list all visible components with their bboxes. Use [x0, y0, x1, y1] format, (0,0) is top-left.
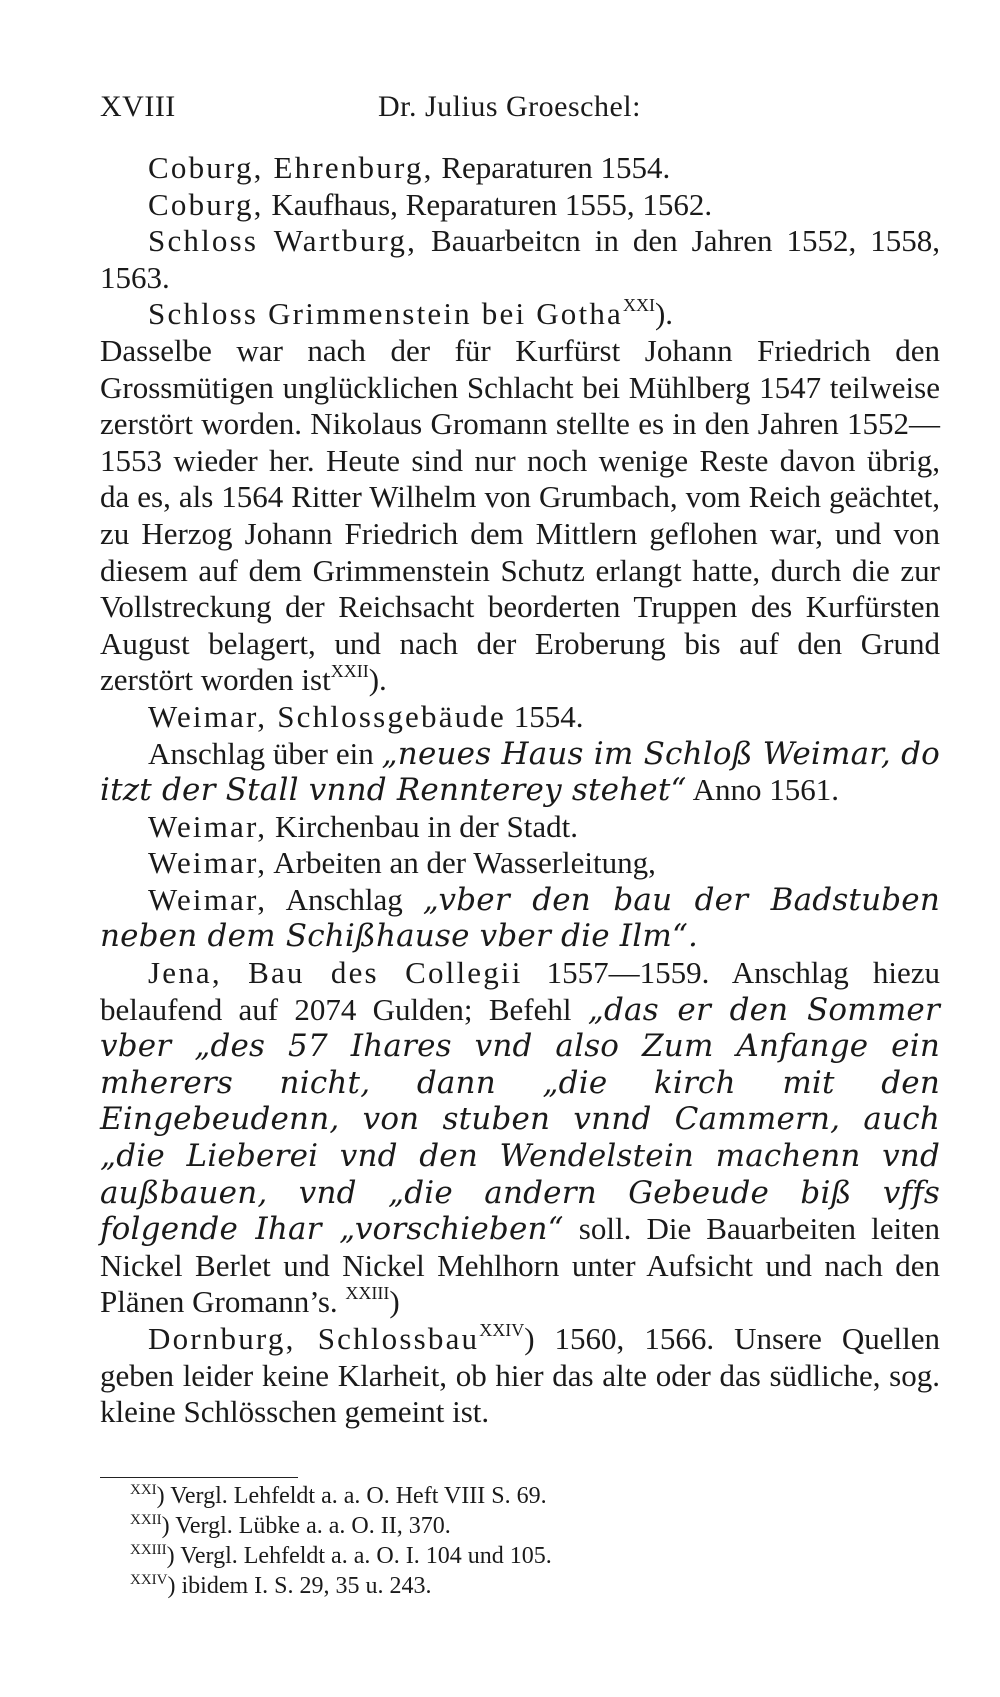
footnote-rule — [100, 1477, 298, 1478]
entry-text: ) 1560, 1566. Unsere Quellen geben leider keine Klarheit, ob hier das alte oder das südliche, sog. kleine Schlösschen gemeint ist. — [100, 1321, 940, 1430]
place-name: Weimar, — [148, 845, 268, 881]
place-name: Coburg, — [148, 186, 264, 222]
footnote-xxii — [100, 1511, 860, 1541]
entry-wartburg — [100, 223, 940, 296]
footnote-ref: XXII — [330, 661, 369, 682]
entry-jena-collegii — [100, 955, 940, 1321]
entry-weimar-schloss — [100, 699, 940, 736]
footnote-ref: XXIV — [479, 1320, 525, 1340]
entry-text-end: soll. Die Bauarbeiten leiten Nickel Berlet und Nickel Mehlhorn unter Aufsicht und nach den Plänen Gromann’s. — [100, 1211, 941, 1320]
fraktur-quote: „neues Haus im Schloß Weimar, do itzt der Stall vnnd Rennterey stehet“ — [100, 735, 940, 809]
place-name: Weimar, — [148, 808, 268, 844]
place-name: Jena, Bau des Collegii — [148, 955, 523, 991]
paragraph-grimmenstein-history — [100, 333, 940, 699]
entry-text: 1557—1559. Anschlag hiezu belaufend auf 2074 Gulden; Befehl — [100, 955, 940, 1027]
entry-weimar-wasserleitung — [100, 845, 940, 882]
entry-dornburg — [100, 1321, 940, 1431]
entry-text: Arbeiten an der Wasserleitung, — [267, 845, 656, 881]
footnote-ref: XXIII — [345, 1283, 390, 1304]
entry-weimar-kirchenbau — [100, 809, 940, 846]
page-number: XVIII — [100, 90, 176, 123]
entry-text: Bauarbeitcn in den Jahren 1552, 1558, 1563. — [100, 223, 940, 295]
footnote-text: ) ibidem I. S. 29, 35 u. 243. — [167, 1573, 432, 1599]
entry-text-end: Anno 1561. — [686, 772, 839, 808]
footnote-xxi — [100, 1481, 860, 1511]
fraktur-quote: „vber den bau der Badstuben neben dem Schißhause vber die Ilm“. — [100, 881, 941, 955]
paragraph-text: Dasselbe war nach der für Kurfürst Johann Friedrich den Grossmütigen unglücklichen Schlacht bei Mühlberg 1547 teilweise zerstört worden. Nikolaus Gromann stellte es in den Jahren 1552—1553 wieder her. Heute sind nur noch wenige Reste davon übrig, da es, als 1564 Ritter Wilhelm von Grumbach, vom Reich geächtet, zu Herzog Johann Friedrich dem Mittlern geflohen war, und von diesem auf dem Grimmenstein Schutz erlangt hatte, durch die zur Vollstreckung der Reichsacht beorderten Truppen des Kurfürsten August belagert, und nach der Eroberung bis auf den Grund zerstört worden ist — [100, 332, 940, 698]
footnotes — [100, 1481, 860, 1601]
footnote-text: ) Vergl. Lehfeldt a. a. O. Heft VIII S. 69. — [156, 1483, 547, 1509]
footnote-xxiii — [100, 1541, 860, 1571]
running-title: Dr. Julius Groeschel: — [378, 90, 641, 123]
place-name: Schloss Grimmenstein bei Gotha — [148, 296, 623, 332]
entry-text: 1554. — [506, 698, 584, 734]
entry-weimar-badstuben — [100, 882, 940, 955]
entry-coburg-kaufhaus — [100, 187, 940, 224]
main-text — [100, 150, 940, 1431]
place-name: Schloss Wartburg, — [148, 223, 418, 259]
entry-text: ). — [654, 296, 674, 332]
entry-close: ) — [389, 1284, 400, 1320]
entry-text: Anschlag über ein — [148, 735, 382, 771]
entry-text: Anschlag — [267, 881, 423, 917]
place-name: Weimar, — [148, 881, 268, 917]
footnote-ref: XXI — [622, 295, 655, 316]
footnote-marker: XXIII — [130, 1542, 167, 1558]
footnote-marker: XXIV — [130, 1572, 168, 1588]
entry-text: Kirchenbau in der Stadt. — [267, 808, 579, 844]
place-name: Weimar, Schlossgebäude — [148, 698, 507, 734]
footnote-text: ) Vergl. Lübke a. a. O. II, 370. — [161, 1513, 451, 1539]
entry-coburg-ehrenburg — [100, 150, 940, 187]
place-name: Dornburg, Schlossbau — [148, 1321, 480, 1356]
fraktur-quote: „das er den Sommer vber „des 57 Ihares vnd also Zum Anfange ein mherers nicht, dann „die kirch mit den Eingebeudenn, von stuben vnnd Cammern, auch „die Lieberei vnd den Wendelstein machenn vnd außbauen, vnd „die andern Gebeude biß vffs folgende Ihar „vorschieben“ — [100, 991, 940, 1248]
place-name: Coburg, Ehrenburg, — [148, 150, 434, 185]
entry-text: Reparaturen 1554. — [433, 150, 671, 185]
paragraph-text-end: ). — [368, 662, 387, 698]
entry-grimmenstein — [100, 296, 940, 333]
footnote-marker: XXII — [130, 1512, 162, 1528]
footnote-xxiv — [100, 1571, 860, 1601]
entry-text: Kaufhaus, Reparaturen 1555, 1562. — [263, 186, 713, 222]
footnote-text: ) Vergl. Lehfeldt a. a. O. I. 104 und 105. — [166, 1543, 552, 1569]
footnote-marker: XXI — [130, 1482, 157, 1498]
entry-anschlag-haus — [100, 736, 940, 809]
